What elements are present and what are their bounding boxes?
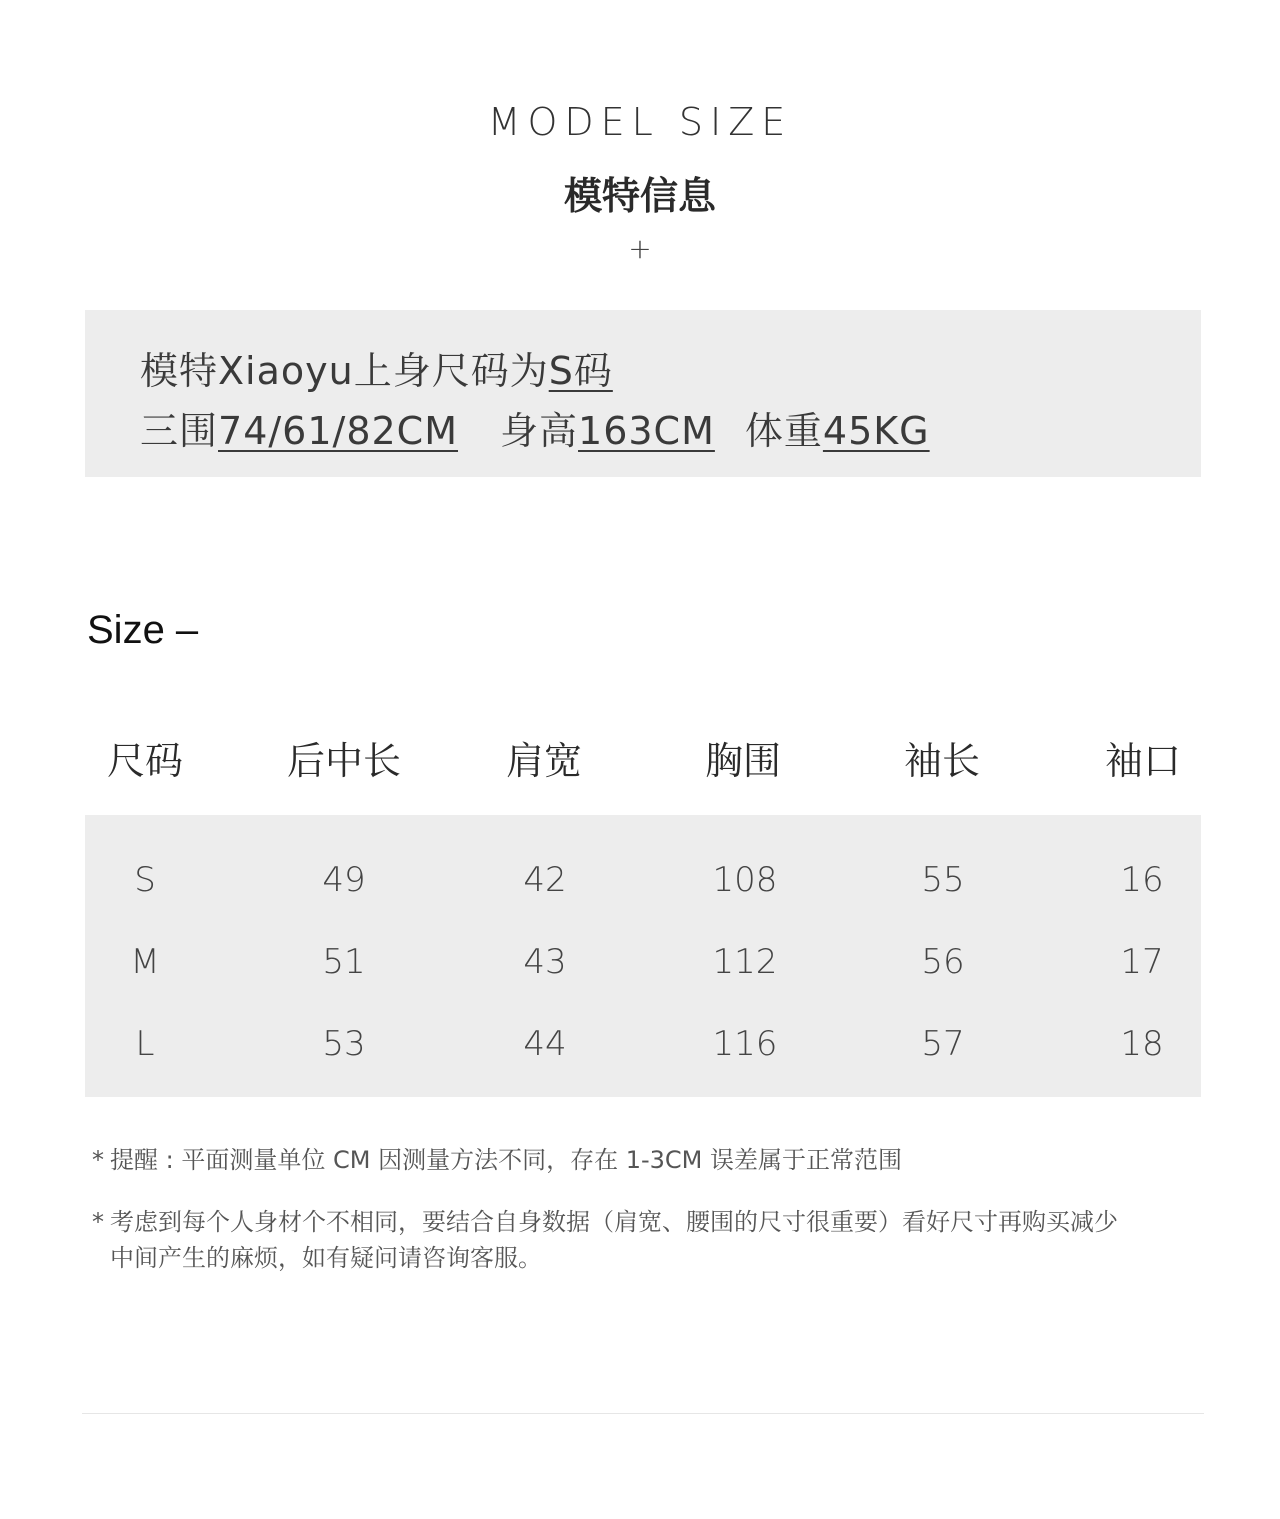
table-cell: 55 [921, 860, 965, 900]
plus-icon: + [628, 232, 652, 265]
model-info-prefix: 模特Xiaoyu上身尺码为 [140, 349, 549, 393]
weight-value: 45KG [822, 409, 930, 453]
note-text-continued: 中间产生的麻烦，如有疑问请咨询客服。 [110, 1244, 542, 1272]
table-cell: 17 [1120, 942, 1164, 982]
note-size-advice [92, 1204, 1192, 1276]
table-cell: 43 [523, 942, 567, 982]
table-row [85, 860, 1201, 920]
model-info-line-1 [140, 340, 613, 395]
note-star: * [92, 1146, 104, 1174]
table-row [85, 942, 1201, 1002]
height-label: 身高 [500, 409, 579, 453]
size-table-body [85, 815, 1201, 1097]
size-table-header [85, 730, 1201, 790]
table-cell: 112 [712, 942, 778, 982]
table-cell: 18 [1120, 1024, 1164, 1064]
column-header-sleeve-length: 袖长 [903, 739, 981, 783]
table-cell: L [135, 1024, 155, 1064]
size-heading: Size – [87, 608, 199, 652]
model-info-box [85, 310, 1201, 477]
model-info-line-2 [140, 400, 930, 455]
table-cell: 42 [523, 860, 567, 900]
weight-label: 体重 [744, 409, 823, 453]
table-row [85, 1024, 1201, 1084]
table-cell: 57 [921, 1024, 965, 1064]
table-cell: 116 [712, 1024, 778, 1064]
table-cell: 53 [322, 1024, 366, 1064]
column-header-shoulder: 肩宽 [505, 739, 583, 783]
note-text: 提醒 : 平面测量单位 CM 因测量方法不同，存在 1-3CM 误差属于正常范围 [110, 1146, 902, 1174]
table-cell: M [130, 942, 160, 982]
note-text: 考虑到每个人身材个不相同，要结合自身数据（肩宽、腰围的尺寸很重要）看好尺寸再购买减少 [110, 1208, 1118, 1236]
note-measurement-tolerance [92, 1142, 902, 1178]
bottom-divider [82, 1413, 1204, 1414]
model-size-title: MODEL SIZE [487, 100, 793, 144]
table-cell: 51 [322, 942, 366, 982]
column-header-cuff: 袖口 [1104, 739, 1182, 783]
table-cell: 16 [1120, 860, 1164, 900]
bust-label: 三围 [140, 409, 219, 453]
model-info-subtitle: 模特信息 [563, 174, 716, 218]
table-cell: 44 [523, 1024, 567, 1064]
column-header-size: 尺码 [106, 739, 184, 783]
table-cell: 108 [712, 860, 778, 900]
table-cell: 49 [322, 860, 366, 900]
column-header-chest: 胸围 [704, 739, 782, 783]
table-cell: 56 [921, 942, 965, 982]
column-header-back-length: 后中长 [286, 739, 402, 783]
table-cell: S [134, 860, 156, 900]
bust-value: 74/61/82CM [218, 409, 459, 453]
model-size-value: S码 [548, 349, 613, 393]
note-star: * [92, 1208, 104, 1236]
height-value: 163CM [578, 409, 715, 453]
